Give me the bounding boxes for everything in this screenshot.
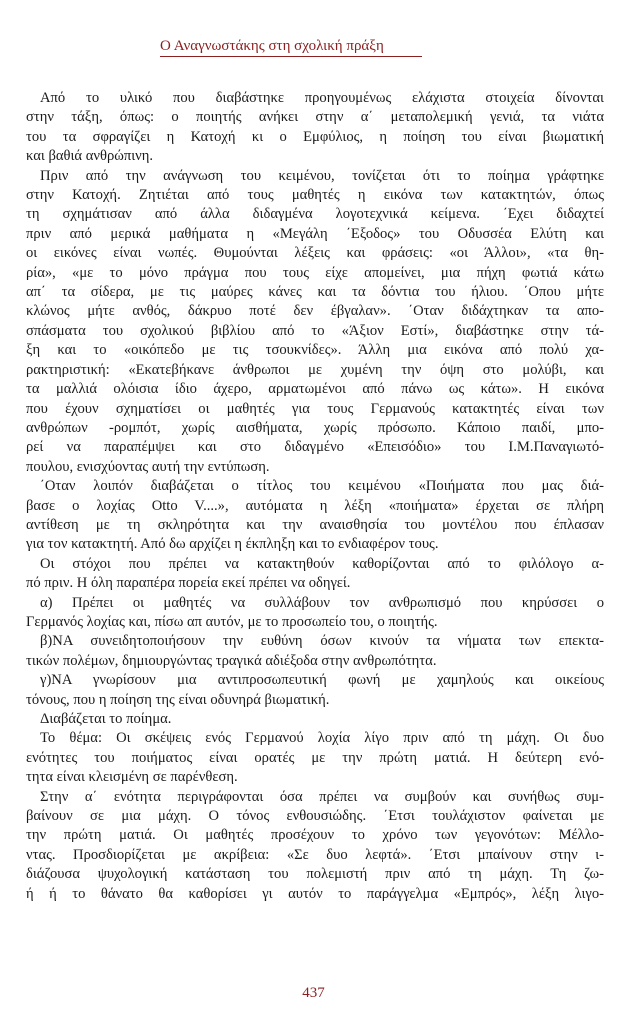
text-line: απ΄ τα σίδερα, με τις μαύρες κάνες και τα δόντια του ήλιου. ΄Οπου μήτε [26, 284, 604, 301]
text-line: σπάσματα του σχολικού βιβλίου από το «Άξιον Εστί», διαβάστηκε στην τά- [26, 322, 604, 339]
text-line: τικών πολέμων, δημιουργώντας τραγικά αδιέξοδα στην ανθρωπότητα. [26, 652, 437, 669]
text-line: κλώνος μήτε ανθός, δάκρυο ποτέ δεν έβγαλαν». ΄Οταν διδάχτηκαν τα απο- [26, 303, 604, 320]
text-line: Από το υλικό που διαβάστηκε προηγουμένως ελάχιστα στοιχεία δίνονται [40, 90, 604, 106]
text-line: Γερμανός λοχίας και, πίσω απ αυτόν, με το προσωπείο του, ο ποιητής. [26, 613, 438, 630]
text-line: για τον κατακτητή. Από δω αρχίζει η έκπληξη και το ενδιαφέρον τους. [26, 536, 439, 553]
text-line: ρία», «με το μόνο πράγμα που τους είχε απομείνει, μια πήχη φωτιά κάτω [26, 264, 604, 281]
text-line: που έχουν σχηματίσει οι μαθητές για τους Γερμανούς κατακτητές είναι των [26, 400, 604, 417]
running-header: Ο Αναγνωστάκης στη σχολική πράξη [160, 38, 422, 57]
body-text [26, 89, 604, 904]
text-line: και βαθιά ανθρώπινη. [26, 148, 154, 165]
text-line: πουλου, ενισχύοντας αυτή την εντύπωση. [26, 458, 270, 475]
page-number: 437 [302, 985, 325, 1001]
text-line: ανθρώπων -ρομπότ, χωρίς αισθήματα, χωρίς πρόσωπο. Κάποιο παιδί, μπο- [26, 419, 604, 436]
text-line: α) Πρέπει οι μαθητές να συλλάβουν τον ανθρωπισμό που κηρύσσει ο [40, 594, 604, 611]
text-line: ΄Οταν λοιπόν διαβάζεται ο τίτλος του κειμένου «Ποιήματα που μας διά- [40, 478, 604, 495]
text-line: Το θέμα: Οι σκέψεις ενός Γερμανού λοχία λίγο πριν από τη μάχη. Οι δυο [40, 730, 604, 747]
text-line: στην Κατοχή. Ζητιέται από τους μαθητές η εικόνα των κατακτητών, όπως [26, 187, 604, 204]
text-line: του τα σφραγίζει η Κατοχή κι ο Εμφύλιος, η ποίηση του είναι βιωματική [26, 128, 604, 145]
text-line: γ)ΝΑ γνωρίσουν μια αντιπροσωπευτική φωνή με χαμηλούς και οικείους [40, 672, 604, 689]
text-line: βασε ο λοχίας Otto V....», αυτόματα η λέξη «ποιήματα» έρχεται σε πλήρη [26, 497, 604, 514]
text-line: ή ή το θάνατο θα καθορίσει γι αυτόν το παράγγελμα «Εμπρός», λέξη λιγο- [26, 885, 604, 902]
text-line: τητα είναι κλεισμένη σε παρένθεση. [26, 769, 238, 786]
text-line: ρακτηριστική: «Εκατεβήκανε άνθρωποι με χυμένη την όψη στο μολύβι, και [26, 361, 604, 378]
text-line: ξη και το «οικόπεδο με τις τσουκνίδες». Άλλη μια εικόνα από πολύ χα- [26, 342, 604, 359]
text-line: οι εικόνες είναι νωπές. Θυμούνται λέξεις και φράσεις: «οι Άλλοι», «τα θη- [26, 245, 604, 262]
text-line: β)ΝΑ συνειδητοποιήσουν την ευθύνη όσων κινούν τα νήματα των επεκτα- [40, 633, 604, 650]
text-line: διάζουσα ψυχολογική κατάσταση του πολεμιστή πριν από τη μάχη. Τη ζω- [26, 866, 604, 883]
text-line: στην τάξη, όπως: ο ποιητής ανήκει στην α΄ μεταπολεμική γενιά, τα νιάτα [26, 109, 604, 126]
text-line: τα μαλλιά ολόισια ίδιο άχερο, αρματωμένοι από πάνω ως κάτω». Η εικόνα [26, 381, 604, 398]
text-line: πριν από μερικά μαθήματα η «Μεγάλη ΄Εξοδος» του Οδυσσέα Ελύτη και [26, 225, 604, 242]
text-line: τόνους, που η ποίηση της είναι οδυνηρά βιωματική. [26, 691, 330, 708]
text-line: τη σχημάτισαν από άλλα διδαγμένα λογοτεχνικά κείμενα. ΄Εχει διδαχτεί [26, 206, 604, 223]
text-line: Διαβάζεται το ποίημα. [40, 711, 172, 727]
text-line: Οι στόχοι που πρέπει να κατακτηθούν καθορίζονται από το φιλόλογο α- [40, 555, 604, 572]
text-line: Πριν από την ανάγνωση του κειμένου, τονίζεται ότι το ποίημα γράφτηκε [40, 167, 604, 184]
text-line: Στην α΄ ενότητα περιγράφονται όσα πρέπει να συμβούν και συνήθως συμ- [40, 788, 604, 805]
text-line: την πρώτη ματιά. Οι μαθητές προσέχουν το χρόνο των γεγονότων: Μέλλο- [26, 827, 604, 844]
text-line: ντας. Προσδιορίζεται με ακρίβεια: «Σε δυο λεφτά». ΄Ετσι μπαίνουν στην ι- [26, 846, 604, 863]
text-line: βαίνουν σε μια μάχη. Ο τόνος ενθουσιώδης. ΄Ετσι τουλάχιστον φαίνεται με [26, 808, 604, 825]
text-line: πό πριν. Η όλη παραπέρα πορεία εκεί πρέπει να οδηγεί. [26, 575, 351, 592]
text-line: ενότητες του ποιήματος είναι ορατές με την πρώτη ματιά. Η δεύτερη ενό- [26, 749, 604, 766]
text-line: ρεί να παραπέμψει και στο διδαγμένο «Επεισόδιο» του Ι.Μ.Παναγιωτό- [26, 439, 604, 456]
text-line: αντίθεση με τη σκληρότητα και την αναισθησία του μοντέλου που έπλασαν [26, 516, 604, 533]
